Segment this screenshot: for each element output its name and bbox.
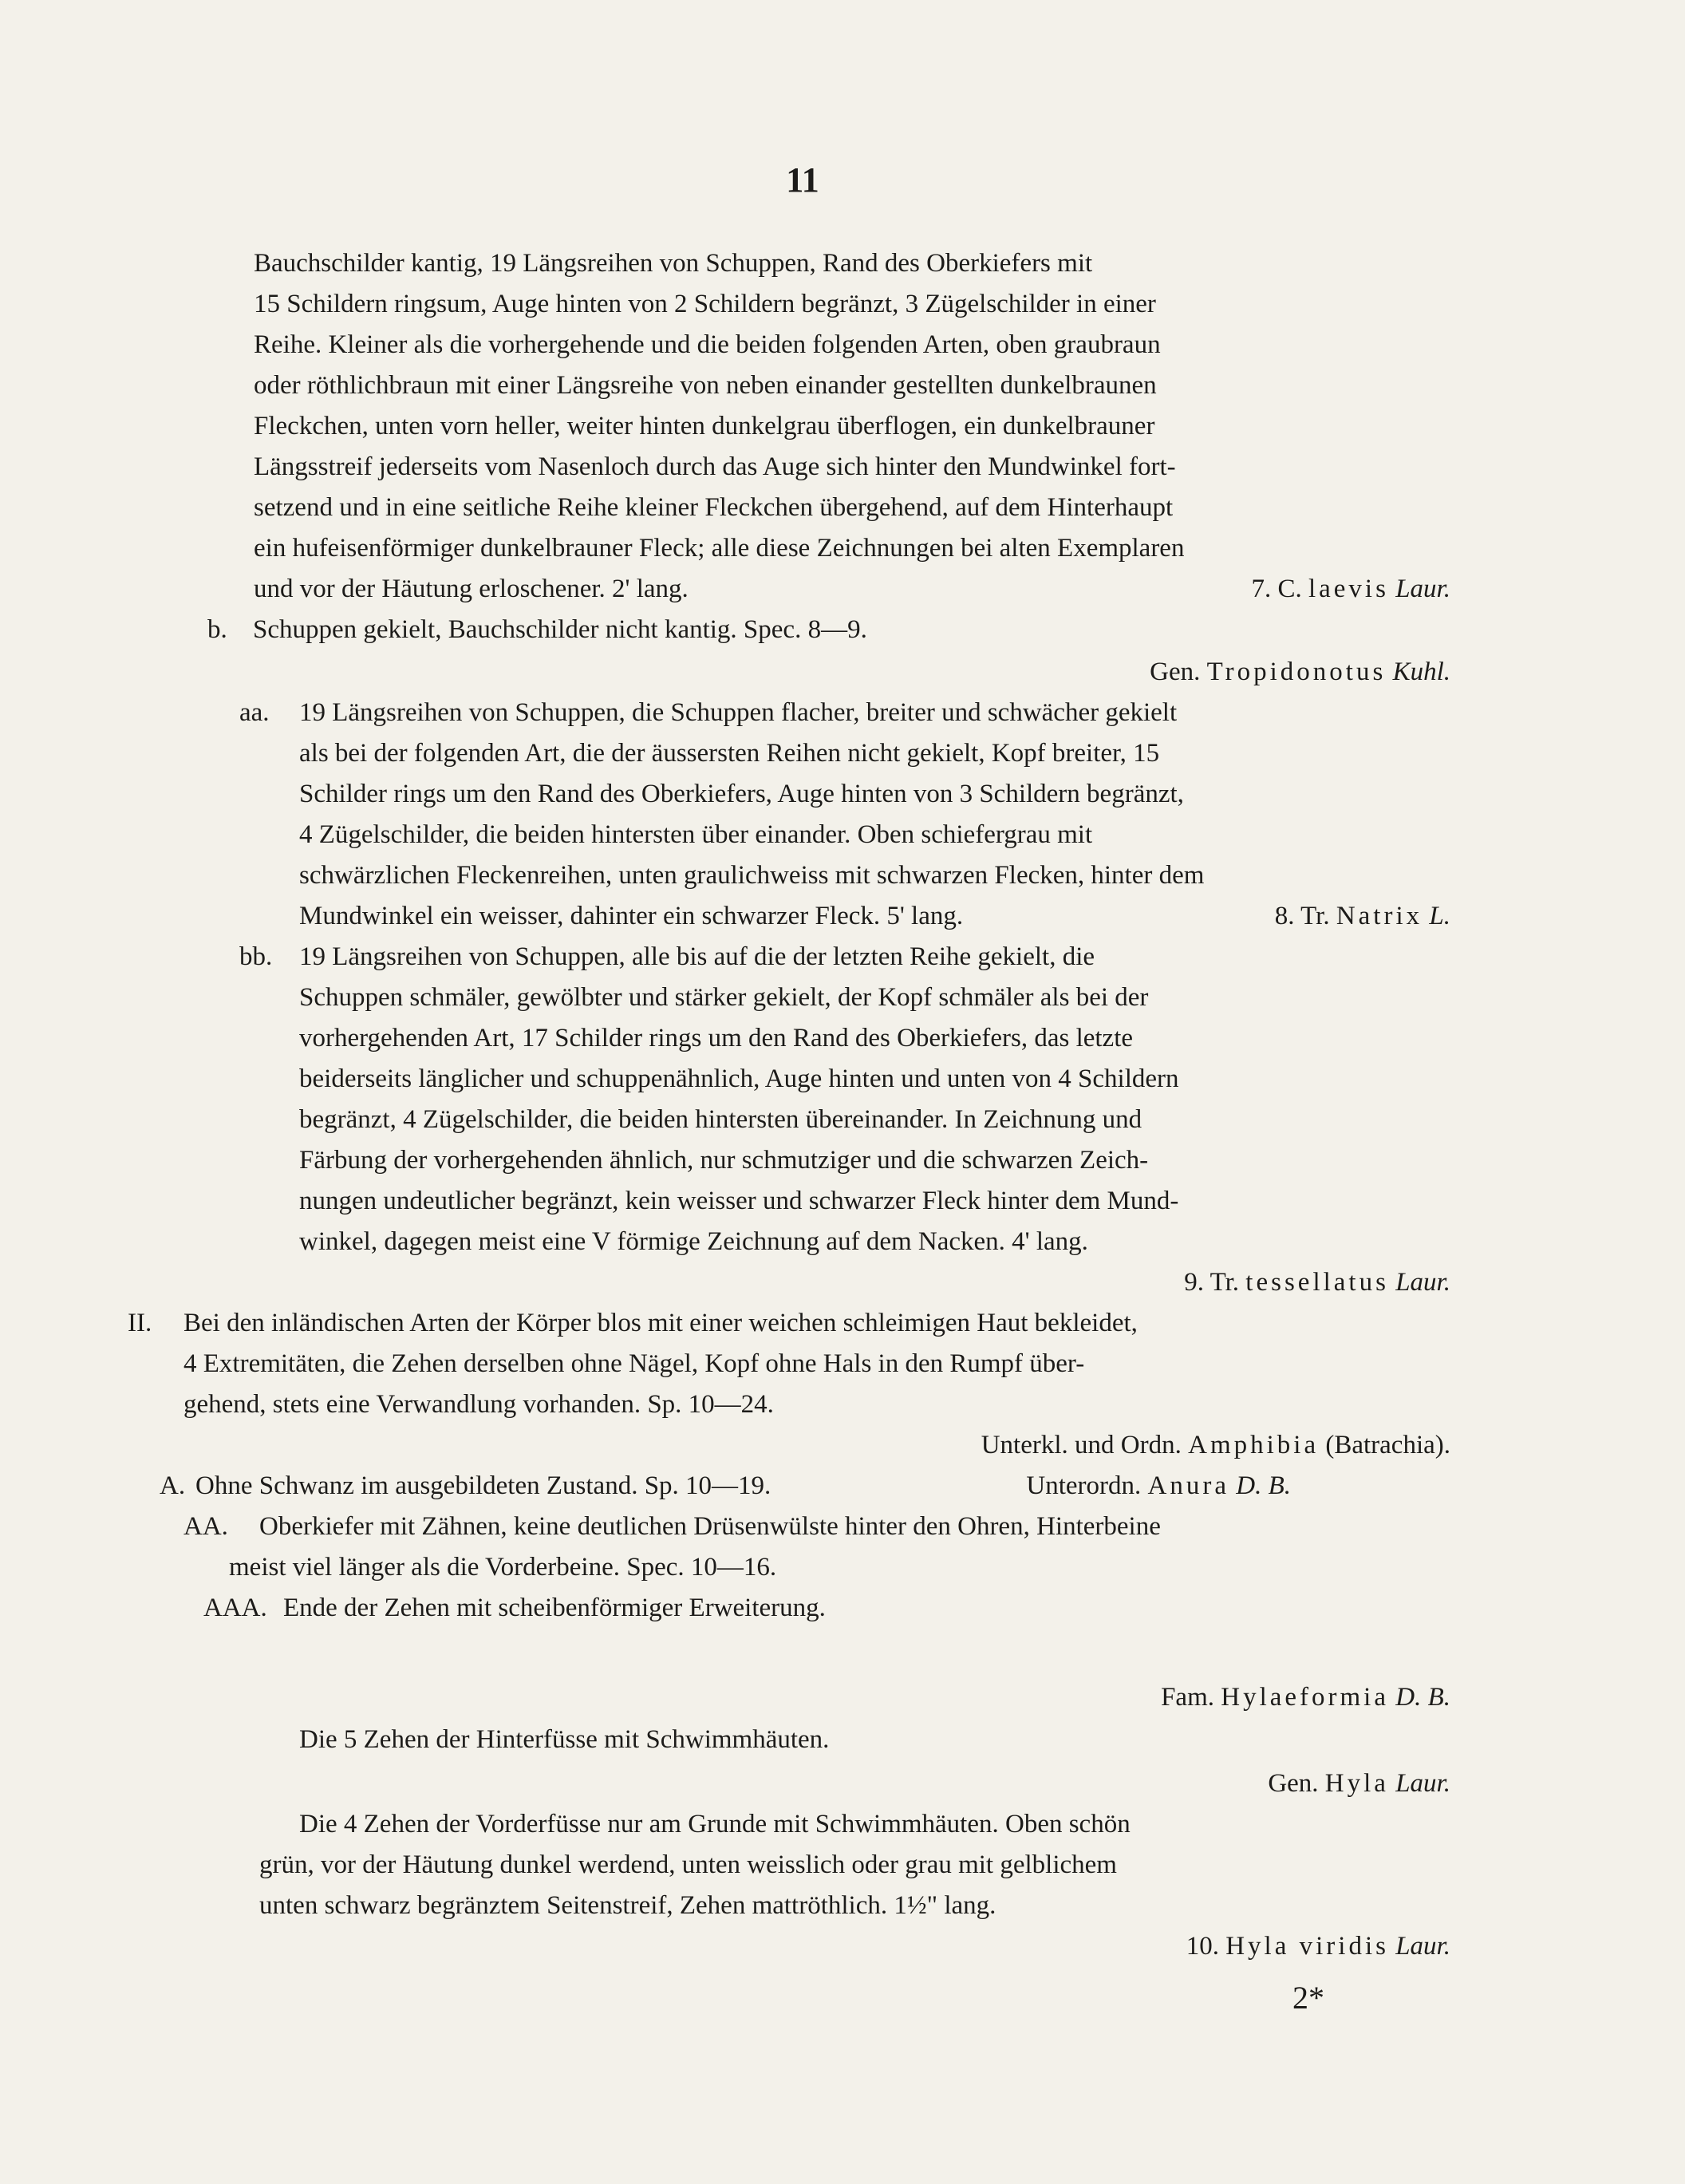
key-line	[207, 614, 1404, 646]
line-text: und vor der Häutung erloschener. 2' lang.	[254, 575, 689, 603]
text-line: grün, vor der Häutung dunkel werdend, unten weisslich oder grau mit gelblichem	[259, 1850, 1117, 1879]
text-line: oder röthlichbraun mit einer Längsreihe von neben einander gestellten dunkelbraunen	[254, 371, 1157, 400]
text-line: 4 Zügelschilder, die beiden hintersten über einander. Oben schiefergrau mit	[299, 820, 1093, 849]
text-line: vorhergehenden Art, 17 Schilder rings um den Rand des Oberkiefers, das letzte	[299, 1024, 1134, 1053]
text-line: Die 4 Zehen der Vorderfüsse nur am Grunde mit Schwimmhäuten. Oben schön	[299, 1810, 1131, 1838]
text-line: 15 Schildern ringsum, Auge hinten von 2 Schildern begränzt, 3 Zügelschilder in einer	[254, 290, 1156, 318]
key-label: A.	[160, 1471, 186, 1500]
key-label: AA.	[183, 1512, 228, 1541]
text-line: ein hufeisenförmiger dunkelbrauner Fleck; alle diese Zeichnungen bei alten Exemplaren	[254, 534, 1185, 563]
key-line	[128, 1307, 1450, 1339]
key-label: bb.	[239, 942, 273, 971]
key-label: AAA.	[203, 1594, 267, 1622]
text-line: Schuppen schmäler, gewölbter und stärker gekielt, der Kopf schmäler als bei der	[299, 983, 1149, 1012]
text-line: nungen undeutlicher begränzt, kein weisser und schwarzer Fleck hinter dem Mund-	[299, 1187, 1179, 1215]
line-text: Schuppen gekielt, Bauchschilder nicht kantig. Spec. 8—9.	[253, 615, 867, 644]
text-line	[254, 573, 1450, 605]
line-text: Bei den inländischen Arten der Körper blos mit einer weichen schleimigen Haut bekleidet,	[183, 1309, 1138, 1337]
species-name: 7. C. laevis Laur.	[1251, 575, 1450, 603]
text-line: schwärzlichen Fleckenreihen, unten graulichweiss mit schwarzen Flecken, hinter dem	[299, 861, 1205, 890]
class-heading: Unterkl. und Ordn. Amphibia (Batrachia).	[981, 1431, 1450, 1459]
text-line: Färbung der vorhergehenden ähnlich, nur schmutziger und die schwarzen Zeich-	[299, 1146, 1149, 1175]
text-line	[299, 900, 1450, 932]
text-line: gehend, stets eine Verwandlung vorhanden. Sp. 10—24.	[183, 1390, 774, 1419]
text-line: winkel, dagegen meist eine V förmige Zeichnung auf dem Nacken. 4' lang.	[299, 1227, 1088, 1256]
key-line	[239, 697, 1436, 729]
text-line: als bei der folgenden Art, die der äussersten Reihen nicht gekielt, Kopf breiter, 15	[299, 739, 1160, 768]
genus-heading: Gen. Hyla Laur.	[1268, 1769, 1450, 1798]
order-name: Unterordn. Anura D. B.	[1026, 1471, 1291, 1500]
line-text: Mundwinkel ein weisser, dahinter ein schwarzer Fleck. 5' lang.	[299, 902, 964, 930]
text-line: Schilder rings um den Rand des Oberkiefers, Auge hinten von 3 Schildern begränzt,	[299, 780, 1184, 808]
signature-mark: 2*	[1292, 1980, 1324, 2016]
species-name: 8. Tr. Natrix L.	[1274, 902, 1450, 930]
line-text: Oberkiefer mit Zähnen, keine deutlichen Drüsenwülste hinter den Ohren, Hinterbeine	[259, 1512, 1161, 1541]
page-number: 11	[786, 160, 819, 199]
text-line: unten schwarz begränztem Seitenstreif, Zehen mattröthlich. 1½" lang.	[259, 1891, 996, 1920]
family-heading: Fam. Hylaeformia D. B.	[1161, 1683, 1450, 1712]
text-line: Bauchschilder kantig, 19 Längsreihen von Schuppen, Rand des Oberkiefers mit	[254, 249, 1093, 278]
key-label: b.	[207, 615, 227, 644]
text-line: 4 Extremitäten, die Zehen derselben ohne Nägel, Kopf ohne Hals in den Rumpf über-	[183, 1349, 1085, 1378]
species-name: 9. Tr. tessellatus Laur.	[1184, 1268, 1450, 1297]
line-text: 19 Längsreihen von Schuppen, die Schuppen flacher, breiter und schwächer gekielt	[299, 698, 1178, 727]
line-text: Ohne Schwanz im ausgebildeten Zustand. Sp. 10—19.	[195, 1471, 771, 1500]
key-line	[239, 941, 1436, 973]
text-line: Fleckchen, unten vorn heller, weiter hinten dunkelgrau überflogen, ein dunkelbrauner	[254, 412, 1155, 440]
species-name: 10. Hyla viridis Laur.	[1186, 1932, 1450, 1961]
line-text: 19 Längsreihen von Schuppen, alle bis auf die der letzten Reihe gekielt, die	[299, 942, 1095, 971]
text-line: beiderseits länglicher und schuppenähnlich, Auge hinten und unten von 4 Schildern	[299, 1064, 1179, 1093]
text-line: Reihe. Kleiner als die vorhergehende und die beiden folgenden Arten, oben graubraun	[254, 330, 1161, 359]
genus-heading: Gen. Tropidonotus Kuhl.	[1150, 658, 1450, 686]
key-line	[160, 1470, 1356, 1502]
text-line: meist viel länger als die Vorderbeine. Spec. 10—16.	[229, 1553, 777, 1582]
text-line: begränzt, 4 Zügelschilder, die beiden hintersten übereinander. In Zeichnung und	[299, 1105, 1142, 1134]
key-label: aa.	[239, 698, 270, 727]
key-label: II.	[128, 1309, 152, 1337]
text-line: Längsstreif jederseits vom Nasenloch durch das Auge sich hinter den Mundwinkel fort-	[254, 452, 1176, 481]
key-line	[203, 1592, 1400, 1624]
key-line	[183, 1511, 1450, 1542]
line-text: Ende der Zehen mit scheibenförmiger Erweiterung.	[283, 1594, 826, 1622]
text-line: Die 5 Zehen der Hinterfüsse mit Schwimmhäuten.	[299, 1725, 830, 1754]
text-line: setzend und in eine seitliche Reihe kleiner Fleckchen übergehend, auf dem Hinterhaupt	[254, 493, 1174, 522]
